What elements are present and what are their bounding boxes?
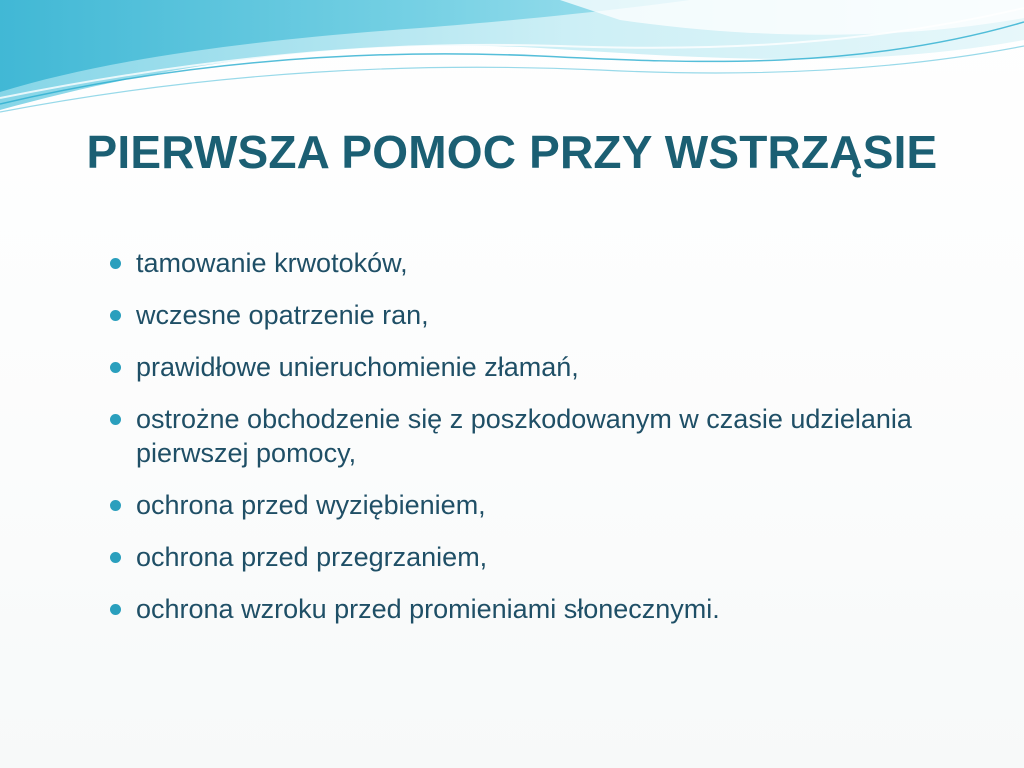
list-item xyxy=(104,540,954,574)
bullet-text: wczesne opatrzenie ran, xyxy=(136,300,429,330)
bullet-icon xyxy=(110,500,121,511)
list-item xyxy=(104,488,954,522)
bullet-icon xyxy=(110,258,121,269)
list-item xyxy=(104,298,954,332)
list-item xyxy=(104,402,954,470)
bullet-text: ochrona przed przegrzaniem, xyxy=(136,542,488,572)
bullet-text: tamowanie krwotoków, xyxy=(136,248,408,278)
bullet-list xyxy=(104,246,954,644)
bullet-text: prawidłowe unieruchomienie złamań, xyxy=(136,352,579,382)
bullet-text: ochrona wzroku przed promieniami słonecznymi. xyxy=(136,594,720,624)
slide-title: PIERWSZA POMOC PRZY WSTRZĄSIE xyxy=(86,126,938,178)
decorative-wave-header xyxy=(0,0,1024,120)
bullet-icon xyxy=(110,604,121,615)
bullet-text: ostrożne obchodzenie się z poszkodowanym w czasie udzielania pierwszej pomocy, xyxy=(136,404,912,468)
bullet-icon xyxy=(110,414,121,425)
list-item xyxy=(104,246,954,280)
list-item xyxy=(104,592,954,626)
bullet-icon xyxy=(110,552,121,563)
bullet-icon xyxy=(110,362,121,373)
bullet-icon xyxy=(110,310,121,321)
bullet-text: ochrona przed wyziębieniem, xyxy=(136,490,486,520)
list-item xyxy=(104,350,954,384)
